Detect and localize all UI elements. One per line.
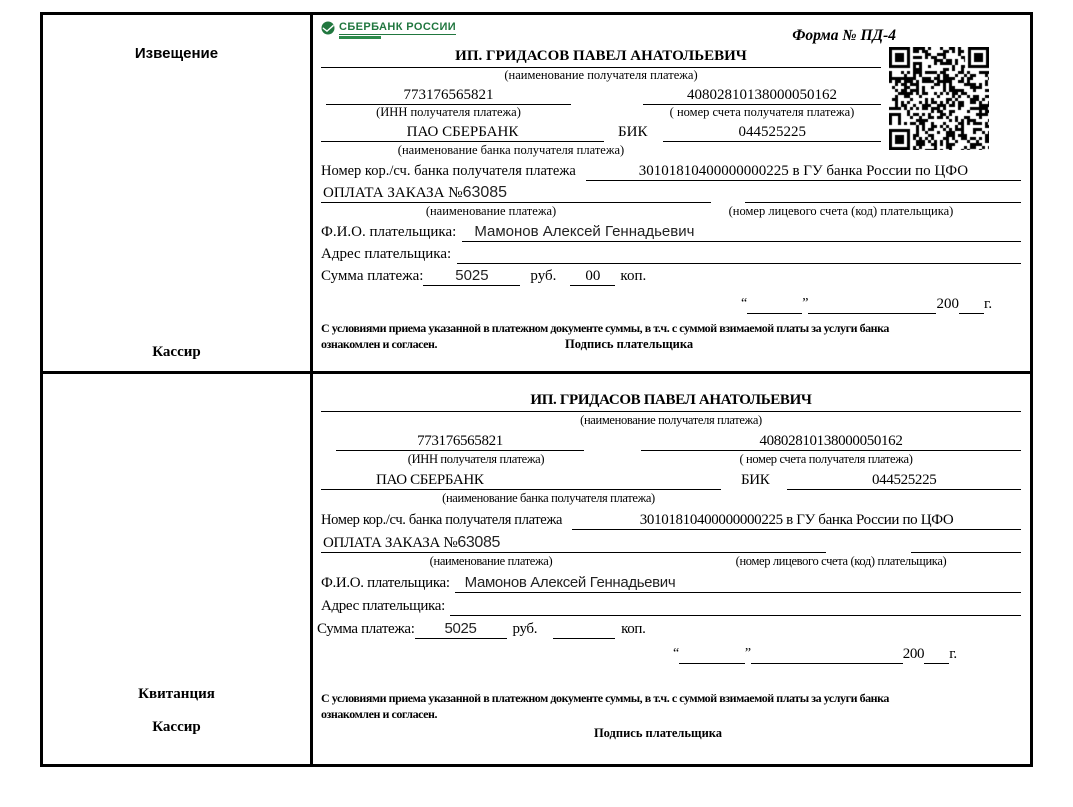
bank-name-label: (наименование банка получателя платежа) xyxy=(397,143,625,157)
agreement-line2: ознакомлен и согласен. xyxy=(321,337,438,351)
payer-name-label: Ф.И.О. плательщика: xyxy=(321,575,450,591)
purpose-labels-row xyxy=(321,554,1021,569)
payer-name-line xyxy=(455,573,1021,593)
sberbank-logo-tagline xyxy=(339,36,381,39)
payment-purpose xyxy=(321,533,826,553)
payment-purpose xyxy=(321,183,711,203)
receipt-section xyxy=(43,371,1030,764)
rub-label: руб. xyxy=(530,268,557,284)
payer-address-line xyxy=(457,244,1021,264)
bik-label: БИК xyxy=(618,124,648,140)
bank-name-value: ПАО СБЕРБАНК xyxy=(321,122,604,142)
inn-label: (ИНН получателя платежа) xyxy=(407,452,545,466)
personal-account-line xyxy=(745,183,1021,203)
account-label: ( номер счета получателя платежа) xyxy=(669,105,855,119)
sberbank-logo-text-wrap xyxy=(339,21,456,39)
bank-name-value: ПАО СБЕРБАНК xyxy=(321,470,721,490)
sberbank-logo-text: СБЕРБАНК РОССИИ xyxy=(339,21,457,33)
section-label: Извещение xyxy=(134,45,219,62)
corr-account-value: 30101810400000000225 в ГУ банка России по ЦФО xyxy=(586,161,1021,181)
bank-bik-row xyxy=(321,470,1021,490)
corr-account-label: Номер кор./сч. банка получателя платежа xyxy=(321,512,563,528)
order-number-value: 63085 xyxy=(457,534,501,551)
inn-account-row xyxy=(321,85,881,105)
cashier-label: Кассир xyxy=(152,719,201,735)
corr-account-value: 30101810400000000225 в ГУ банка России по ЦФО xyxy=(572,510,1021,530)
payment-purpose-row xyxy=(321,183,1021,203)
section-label: Квитанция xyxy=(138,686,215,702)
receipt-stub xyxy=(43,374,313,764)
payment-form-pd4 xyxy=(40,12,1033,767)
inn-account-labels xyxy=(321,452,1021,467)
date-row xyxy=(741,294,1021,314)
purpose-labels-row xyxy=(321,204,1021,219)
date-row xyxy=(673,644,1021,664)
date-month-line xyxy=(808,294,936,314)
qr-code xyxy=(889,47,989,150)
notice-section xyxy=(43,15,1030,371)
personal-account-label: (номер лицевого счета (код) плательщика) xyxy=(728,204,954,218)
payer-name-value: Мамонов Алексей Геннадьевич xyxy=(474,223,695,240)
order-number-value: 63085 xyxy=(462,184,508,201)
year-prefix: 200 xyxy=(902,646,925,662)
inn-label: (ИНН получателя платежа) xyxy=(376,105,521,119)
date-day-line xyxy=(747,294,802,314)
agreement-line2-row xyxy=(321,336,1021,352)
recipient-title: ИП. ГРИДАСОВ ПАВЕЛ АНАТОЛЬЕВИЧ xyxy=(321,46,881,68)
purpose-prefix: ОПЛАТА ЗАКАЗА № xyxy=(323,185,463,201)
date-month-line xyxy=(751,644,903,664)
bik-value: 044525225 xyxy=(787,470,1021,490)
sum-kop-value xyxy=(553,619,615,639)
kop-label: коп. xyxy=(620,268,647,284)
year-suffix: г. xyxy=(949,646,957,662)
personal-account-label: (номер лицевого счета (код) плательщика) xyxy=(735,554,947,568)
sum-rub-line xyxy=(415,619,507,639)
form-number: Форма № ПД-4 xyxy=(792,27,896,44)
bik-label: БИК xyxy=(741,472,770,488)
payment-sum-row xyxy=(317,619,1021,639)
payer-name-label: Ф.И.О. плательщика: xyxy=(321,224,457,240)
payment-purpose-row xyxy=(321,533,1021,553)
sum-rub-line xyxy=(423,266,520,286)
quote-open: “ xyxy=(741,296,748,311)
rub-label: руб. xyxy=(512,621,538,637)
year-line xyxy=(924,644,949,664)
inn-value: 773176565821 xyxy=(336,431,584,451)
recipient-title-label: (наименование получателя платежа) xyxy=(504,68,698,82)
receipt-form xyxy=(313,374,1030,764)
sum-kop-value: 00 xyxy=(570,266,615,286)
payer-signature-label: Подпись плательщика xyxy=(565,337,694,351)
notice-stub xyxy=(43,15,313,371)
sberbank-icon xyxy=(321,21,335,35)
agreement-line1: С условиями приема указанной в платежном документе суммы, в т.ч. с суммой взимаемой платы за услуги банка xyxy=(321,691,889,705)
year-line xyxy=(959,294,984,314)
payer-address-line xyxy=(450,596,1021,616)
payment-sum-row xyxy=(321,266,1021,286)
agreement-line1: С условиями приема указанной в платежном документе суммы, в т.ч. с суммой взимаемой платы за услуги банка xyxy=(321,321,889,335)
recipient-title: ИП. ГРИДАСОВ ПАВЕЛ АНАТОЛЬЕВИЧ xyxy=(321,390,1021,412)
payer-name-value: Мамонов Алексей Геннадьевич xyxy=(464,574,676,591)
corr-account-row xyxy=(321,161,1021,181)
bank-name-label: (наименование банка получателя платежа) xyxy=(442,491,655,505)
sum-rub-value: 5025 xyxy=(444,620,477,637)
payer-address-label: Адрес плательщика: xyxy=(321,598,445,614)
quote-close: ” xyxy=(744,646,751,661)
payer-address-row xyxy=(321,596,1021,616)
payment-name-label: (наименование платежа) xyxy=(425,204,557,218)
bik-value: 044525225 xyxy=(663,122,881,142)
sum-rub-value: 5025 xyxy=(455,267,489,284)
personal-account-line xyxy=(911,533,1021,553)
corr-account-row xyxy=(321,510,1021,530)
payment-sum-label: Сумма платежа: xyxy=(321,268,424,284)
payer-signature-label: Подпись плательщика xyxy=(593,726,723,740)
notice-form xyxy=(313,15,1030,371)
payer-name-line xyxy=(462,222,1021,242)
inn-value: 773176565821 xyxy=(326,85,571,105)
cashier-label: Кассир xyxy=(152,344,201,360)
purpose-prefix: ОПЛАТА ЗАКАЗА № xyxy=(323,535,458,551)
quote-close: ” xyxy=(802,296,809,311)
bank-bik-row xyxy=(321,122,881,142)
corr-account-label: Номер кор./сч. банка получателя платежа xyxy=(321,163,576,179)
recipient-title-label: (наименование получателя платежа) xyxy=(580,413,762,427)
sberbank-logo xyxy=(321,19,792,45)
payment-name-label: (наименование платежа) xyxy=(429,554,553,568)
quote-open: “ xyxy=(673,646,679,661)
account-value: 40802810138000050162 xyxy=(643,85,881,105)
kop-label: коп. xyxy=(621,621,646,637)
payer-address-row xyxy=(321,244,1021,264)
year-suffix: г. xyxy=(983,296,993,312)
date-day-line xyxy=(679,644,745,664)
agreement-line2: ознакомлен и согласен. xyxy=(321,707,438,721)
inn-account-row xyxy=(321,431,1021,451)
account-label: ( номер счета получателя платежа) xyxy=(739,452,913,466)
account-value: 40802810138000050162 xyxy=(641,431,1021,451)
form-header-row xyxy=(321,19,1021,45)
payment-sum-label: Сумма платежа: xyxy=(317,621,415,637)
payer-name-row xyxy=(321,573,1021,593)
year-prefix: 200 xyxy=(936,296,959,312)
payer-name-row xyxy=(321,222,1021,242)
inn-account-labels xyxy=(321,105,881,120)
payer-address-label: Адрес плательщика: xyxy=(321,246,452,262)
